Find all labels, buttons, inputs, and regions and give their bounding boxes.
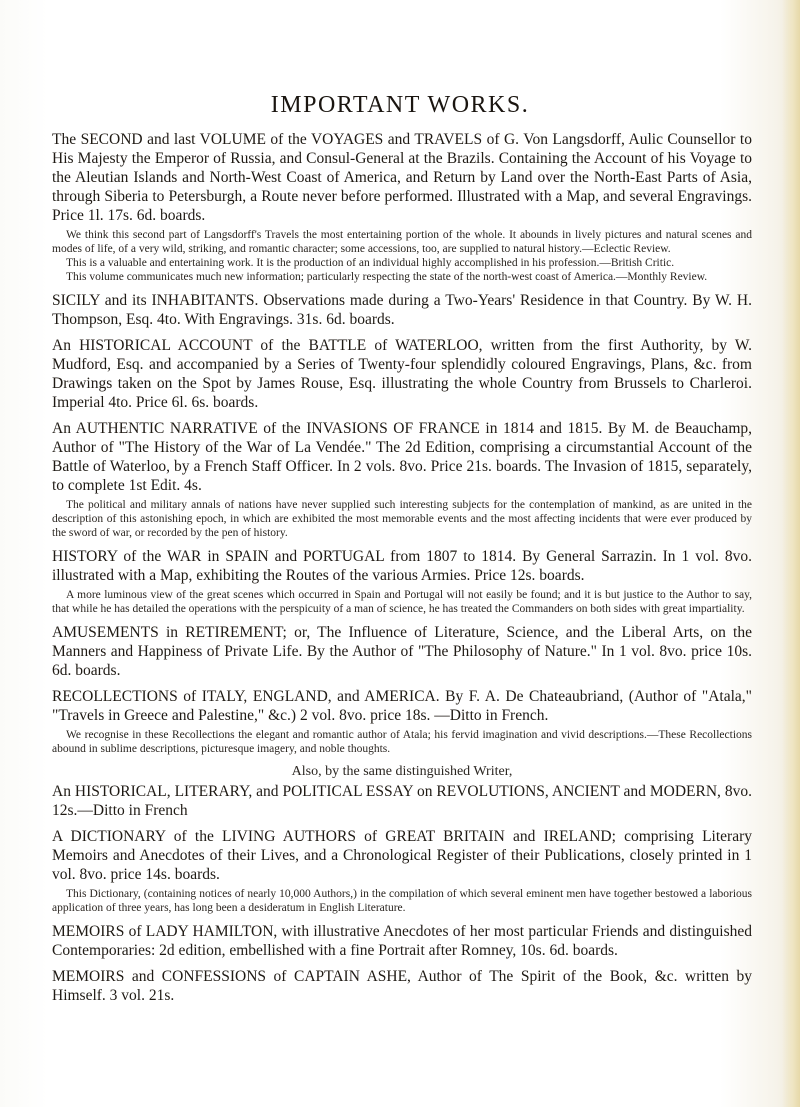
entry-text: MEMOIRS and CONFESSIONS of CAPTAIN ASHE, Author of The Spirit of the Book, &c. written by Himself. 3 vol. 21s. xyxy=(52,968,752,1004)
entry-text: A DICTIONARY of the LIVING AUTHORS of GREAT BRITAIN and IRELAND; comprising Literary Memoirs and Anecdotes of their Lives, and a Chronological Register of their Publications, closely printed in 1 vol. 8vo. price 14s. boards. xyxy=(52,828,752,883)
entry-spain xyxy=(52,547,752,616)
entry-recollections xyxy=(52,687,752,756)
entry-langsdorff xyxy=(52,130,752,284)
review-quote: The political and military annals of nations have never supplied such interesting subjects for the contemplation of mankind, as are united in the description of this astonishing epoch, in which are exhibited the most memorable events and the most affecting incidents that were ever produced by the sword of war, or recorded by the pen of history. xyxy=(52,499,752,539)
entry-ashe xyxy=(52,967,752,1005)
review-quote: We recognise in these Recollections the elegant and romantic author of Atala; his fervid imagination and vivid descriptions.—These Recollections abound in sublime descriptions, picturesque imagery, and noble thoughts. xyxy=(52,729,752,755)
entry-text: RECOLLECTIONS of ITALY, ENGLAND, and AMERICA. By F. A. De Chateaubriand, (Author of "Atala," "Travels in Greece and Palestine," &c.) 2 vol. 8vo. price 18s. —Ditto in French. xyxy=(52,688,752,724)
entry-text: An HISTORICAL ACCOUNT of the BATTLE of WATERLOO, written from the first Authority, by W. Mudford, Esq. and accompanied by a Series of Twenty-four splendidly coloured Engravings, Plans, &c. from Drawings taken on the Spot by James Rouse, Esq. illustrating the whole Country from Brussels to Charleroi. Imperial 4to. Price 6l. 6s. boards. xyxy=(52,337,752,411)
entry-invasions xyxy=(52,419,752,540)
entry-amusements xyxy=(52,623,752,680)
entry-text: HISTORY of the WAR in SPAIN and PORTUGAL from 1807 to 1814. By General Sarrazin. In 1 vol. 8vo. illustrated with a Map, exhibiting the Routes of the various Armies. Price 12s. boards. xyxy=(52,548,752,584)
review-quote: A more luminous view of the great scenes which occurred in Spain and Portugal will not easily be found; and it is but justice to the Author to say, that while he has detailed the operations with the perspicuity of a man of science, he has treated the Commanders on both sides with great impartiality. xyxy=(52,589,752,615)
review-quote: This volume communicates much new information; particularly respecting the state of the north-west coast of America.—Monthly Review. xyxy=(66,271,708,283)
entry-waterloo xyxy=(52,336,752,412)
entry-essay xyxy=(52,782,752,820)
also-line: Also, by the same distinguished Writer, xyxy=(291,764,513,779)
entry-text: SICILY and its INHABITANTS. Observations made during a Two-Years' Residence in that Country. By W. H. Thompson, Esq. 4to. With Engravings. 31s. 6d. boards. xyxy=(52,292,752,328)
page-edge xyxy=(782,0,800,1107)
entry-sicily xyxy=(52,291,752,329)
entry-hamilton xyxy=(52,922,752,960)
entry-text: The SECOND and last VOLUME of the VOYAGES and TRAVELS of G. Von Langsdorff, Aulic Counsellor to His Majesty the Emperor of Russia, and Consul-General at the Brazils. Containing the Account of his Voyage to the Aleutian Islands and North-West Coast of America, and Return by Land over the North-East Parts of Asia, through Siberia to Petersburgh, a Route never before performed. Illustrated with a Map, and several Engravings. Price 1l. 17s. 6d. boards. xyxy=(52,131,752,224)
entry-text: An AUTHENTIC NARRATIVE of the INVASIONS OF FRANCE in 1814 and 1815. By M. de Beauchamp, Author of "The History of the War of La Vendée." The 2d Edition, comprising a circumstantial Account of the Battle of Waterloo, by a French Staff Officer. In 2 vols. 8vo. Price 21s. boards. The Invasion of 1815, separately, to complete 1st Edit. 4s. xyxy=(52,420,752,494)
page-title: IMPORTANT WORKS. xyxy=(270,92,530,118)
entry-text: MEMOIRS of LADY HAMILTON, with illustrative Anecdotes of her most particular Friends and distinguished Contemporaries: 2d edition, embellished with a fine Portrait after Romney, 10s. 6d. boards. xyxy=(52,923,752,959)
review-quote: This Dictionary, (containing notices of nearly 10,000 Authors,) in the compilation of which several eminent men have together bestowed a laborious application of three years, has long been a desideratum in English Literature. xyxy=(52,888,752,914)
entry-text: An HISTORICAL, LITERARY, and POLITICAL ESSAY on REVOLUTIONS, ANCIENT and MODERN, 8vo. 12s.—Ditto in French xyxy=(52,783,752,819)
review-quote: This is a valuable and entertaining work. It is the production of an individual highly accomplished in his profession.—British Critic. xyxy=(66,257,675,269)
entry-dictionary xyxy=(52,827,752,915)
advertisement-list xyxy=(52,130,752,1005)
review-quote: We think this second part of Langsdorff's Travels the most entertaining portion of the whole. It abounds in lively pictures and natural scenes and modes of life, of a very wild, striking, and romantic character; some accessions, too, are supplied to natural history.—Eclectic Review. xyxy=(52,229,752,255)
entry-text: AMUSEMENTS in RETIREMENT; or, The Influence of Literature, Science, and the Liberal Arts, on the Manners and Happiness of Private Life. By the Author of "The Philosophy of Nature." In 1 vol. 8vo. price 10s. 6d. boards. xyxy=(52,624,752,679)
